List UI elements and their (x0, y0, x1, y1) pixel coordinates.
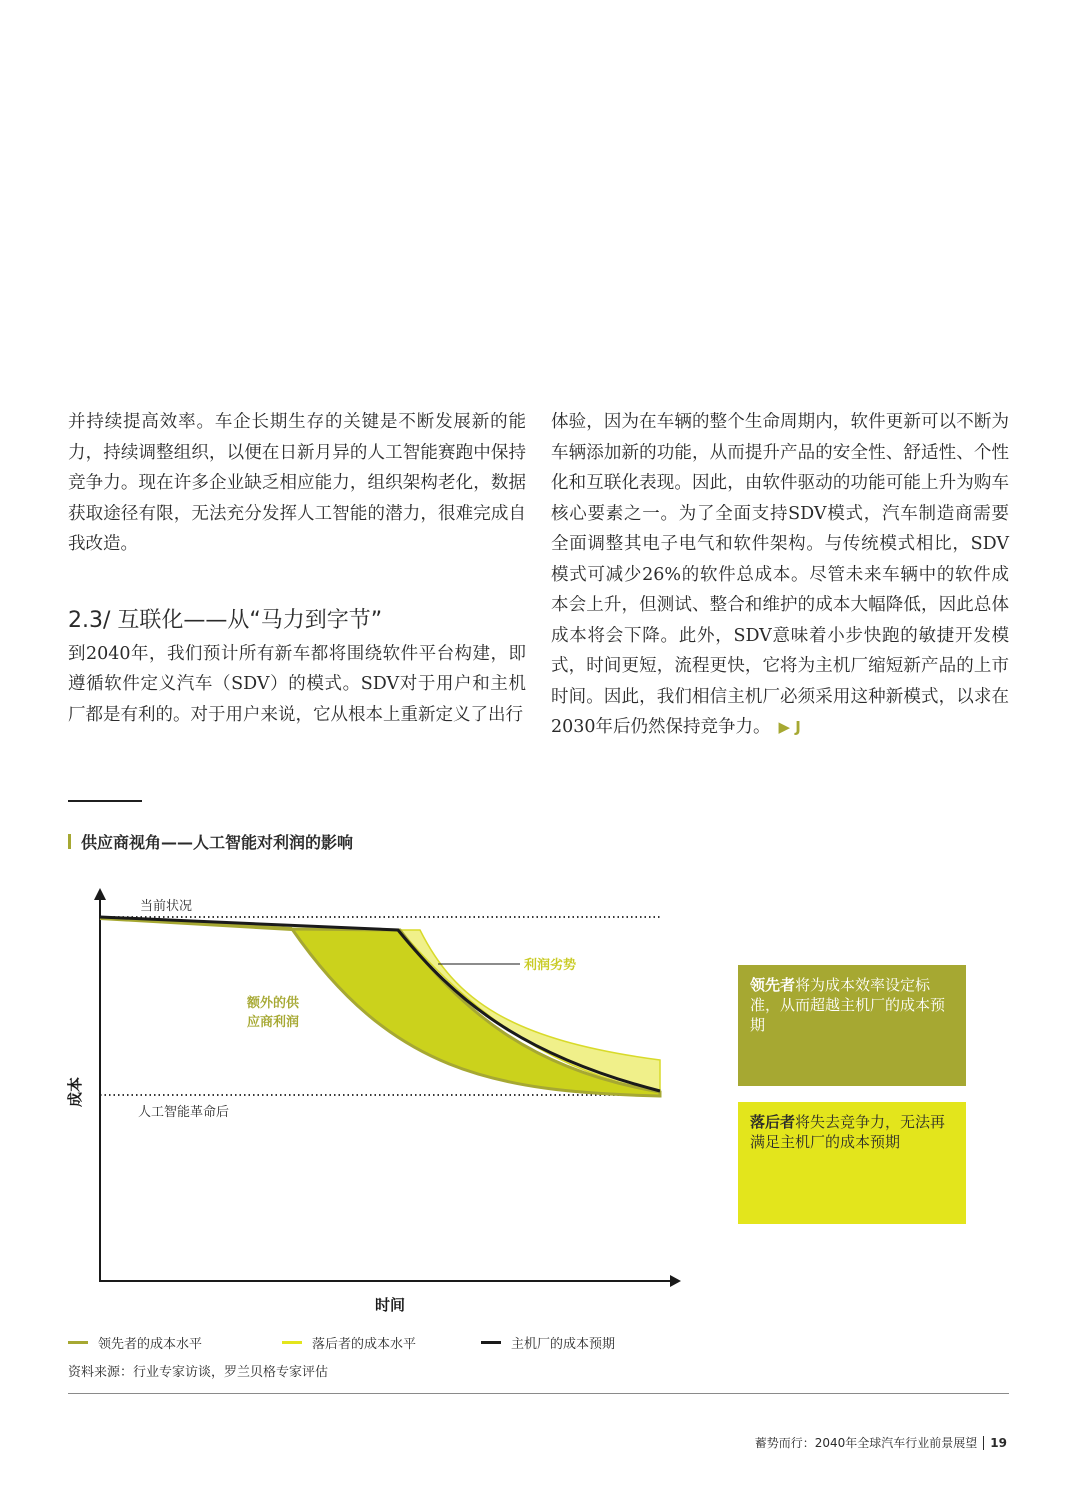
end-mark: ▶ J (778, 718, 801, 736)
right-paragraph-text: 体验，因为在车辆的整个生命周期内，软件更新可以不断为车辆添加新的功能，从而提升产品的安全性、舒适性、个性化和互联化表现。因此，由软件驱动的功能可能上升为购车核心要素之一。为了全面支持SDV模式，汽车制造商需要全面调整其电子电气和软件架构。与传统模式相比，SDV模式可减少26%的软件总成本。尽管未来车辆中的软件成本会上升，但测试、整合和维护的成本大幅降低，因此总体成本将会下降。此外，SDV意味着小步快跑的敏捷开发模式，时间更短，流程更快，它将为主机厂缩短新产品的上市时间。因此，我们相信主机厂必须采用这种新模式，以求在2030年后仍然保持竞争力。 (551, 412, 1009, 737)
y-axis-label: 成本 (66, 1076, 84, 1108)
page-footer (755, 1434, 1007, 1451)
section-title: 2.3/ 互联化——从“马力到字节” (68, 607, 383, 633)
figure-title (68, 830, 353, 853)
label-profit-disadvantage: 利润劣势 (524, 958, 577, 973)
left-paragraph-1: 并持续提高效率。车企长期生存的关键是不断发展新的能力，持续调整组织，以便在日新月异的人工智能赛跑中保持竞争力。现在许多企业缺乏相应能力，组织架构老化，数据获取途径有限，无法充分发挥人工智能的潜力，很难完成自我改造。 (68, 412, 526, 554)
figure-title-text: 供应商视角——人工智能对利润的影响 (81, 833, 354, 852)
callout-leader-text: 将为成本效率设定标准，从而超越主机厂的成本预期 (750, 976, 946, 1034)
profit-impact-chart (60, 880, 700, 1320)
report-title: 蓄势而行：2040年全球汽车行业前景展望 (754, 1436, 978, 1450)
label-after-ai: 人工智能革命后 (138, 1105, 230, 1120)
callout-laggard (738, 1102, 966, 1224)
y-axis-arrow (94, 888, 106, 900)
figure-source: 资料来源：行业专家访谈，罗兰贝格专家评估 (68, 1365, 329, 1380)
footer-rule (68, 1393, 1009, 1394)
label-extra-profit-2: 应商利润 (246, 1015, 300, 1030)
page-number: 19 (983, 1436, 1007, 1450)
x-axis-arrow (670, 1275, 681, 1287)
section-divider (68, 800, 142, 802)
label-current: 当前状况 (140, 899, 193, 914)
legend-label-leader: 领先者的成本水平 (98, 1337, 203, 1352)
label-extra-profit-1: 额外的供 (246, 996, 300, 1011)
left-column (68, 407, 526, 730)
legend-item-leader (68, 1333, 202, 1352)
legend-label-laggard: 落后者的成本水平 (312, 1337, 417, 1352)
legend-item-laggard (282, 1333, 416, 1352)
legend-label-oem: 主机厂的成本预期 (511, 1337, 616, 1352)
legend-item-oem (481, 1333, 615, 1352)
legend-swatch-leader (68, 1341, 88, 1344)
figure-title-bar (68, 834, 71, 849)
callout-leader (738, 965, 966, 1086)
callout-laggard-text: 将失去竞争力，无法再满足主机厂的成本预期 (750, 1113, 946, 1151)
callout-leader-bold: 领先者 (750, 976, 796, 994)
callout-laggard-bold: 落后者 (750, 1113, 796, 1131)
legend-swatch-oem (481, 1341, 501, 1344)
left-paragraph-2: 到2040年，我们预计所有新车都将围绕软件平台构建，即遵循软件定义汽车（SDV）的模式。SDV对于用户和主机厂都是有利的。对于用户来说，它从根本上重新定义了出行 (68, 643, 526, 725)
right-paragraph (551, 407, 1009, 743)
x-axis-label: 时间 (374, 1296, 406, 1314)
right-column (551, 407, 1009, 743)
legend-swatch-laggard (282, 1341, 302, 1344)
